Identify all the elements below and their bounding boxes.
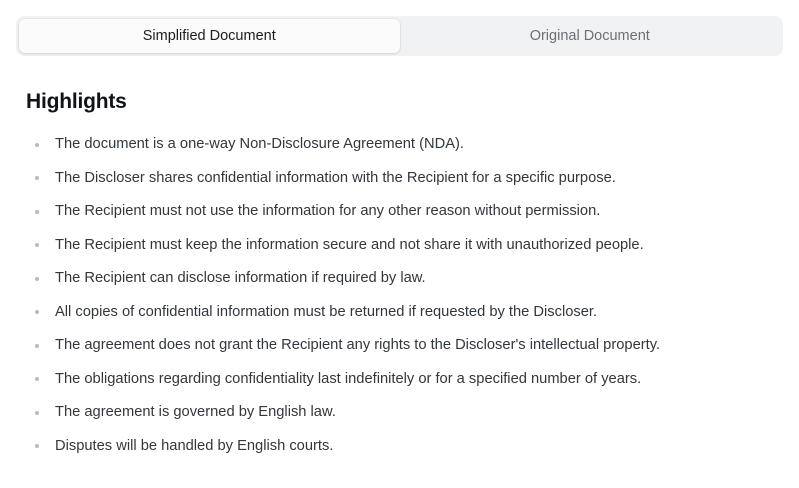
tab-original-document[interactable] bbox=[400, 19, 781, 53]
bullet-icon bbox=[35, 143, 39, 147]
list-item-label: The Discloser shares confidential information with the Recipient for a specific purpose. bbox=[55, 169, 616, 186]
list-item bbox=[26, 128, 773, 162]
list-item-label: The document is a one-way Non-Disclosure Agreement (NDA). bbox=[55, 136, 464, 152]
document-view-tabs bbox=[16, 16, 783, 56]
list-item bbox=[26, 296, 773, 330]
bullet-icon bbox=[35, 176, 39, 180]
bullet-icon bbox=[35, 444, 39, 448]
bullet-icon bbox=[35, 344, 39, 348]
list-item-label: All copies of confidential information must be returned if requested by the Discloser. bbox=[55, 303, 598, 320]
page-title: Highlights bbox=[26, 90, 127, 113]
list-item bbox=[26, 262, 773, 296]
list-item-label: The obligations regarding confidentiality last indefinitely or for a specified number of years. bbox=[55, 370, 642, 387]
list-item-label: The Recipient must keep the information secure and not share it with unauthorized people. bbox=[55, 236, 644, 253]
document-content bbox=[0, 90, 799, 488]
list-item bbox=[26, 329, 773, 363]
bullet-icon bbox=[35, 243, 39, 247]
bullet-icon bbox=[35, 210, 39, 214]
tab-original-document-label: Original Document bbox=[529, 28, 650, 44]
list-item-label: The Recipient must not use the information for any other reason without permission. bbox=[55, 203, 601, 219]
tab-simplified-document-label: Simplified Document bbox=[142, 28, 276, 44]
list-item bbox=[26, 363, 773, 397]
list-item bbox=[26, 195, 773, 229]
bullet-icon bbox=[35, 377, 39, 381]
bullet-icon bbox=[35, 277, 39, 281]
bullet-icon bbox=[35, 411, 39, 415]
list-item bbox=[26, 162, 773, 196]
list-item bbox=[26, 229, 773, 263]
list-item-label: Disputes will be handled by English courts. bbox=[55, 437, 334, 454]
highlights-list bbox=[26, 128, 773, 463]
tab-simplified-document[interactable] bbox=[19, 19, 400, 53]
list-item-label: The agreement does not grant the Recipient any rights to the Discloser's intellectual property. bbox=[55, 337, 661, 353]
list-item-label: The agreement is governed by English law. bbox=[55, 404, 336, 420]
list-item bbox=[26, 396, 773, 430]
list-item-label: The Recipient can disclose information if required by law. bbox=[55, 270, 426, 286]
bullet-icon bbox=[35, 310, 39, 314]
list-item bbox=[26, 430, 773, 464]
